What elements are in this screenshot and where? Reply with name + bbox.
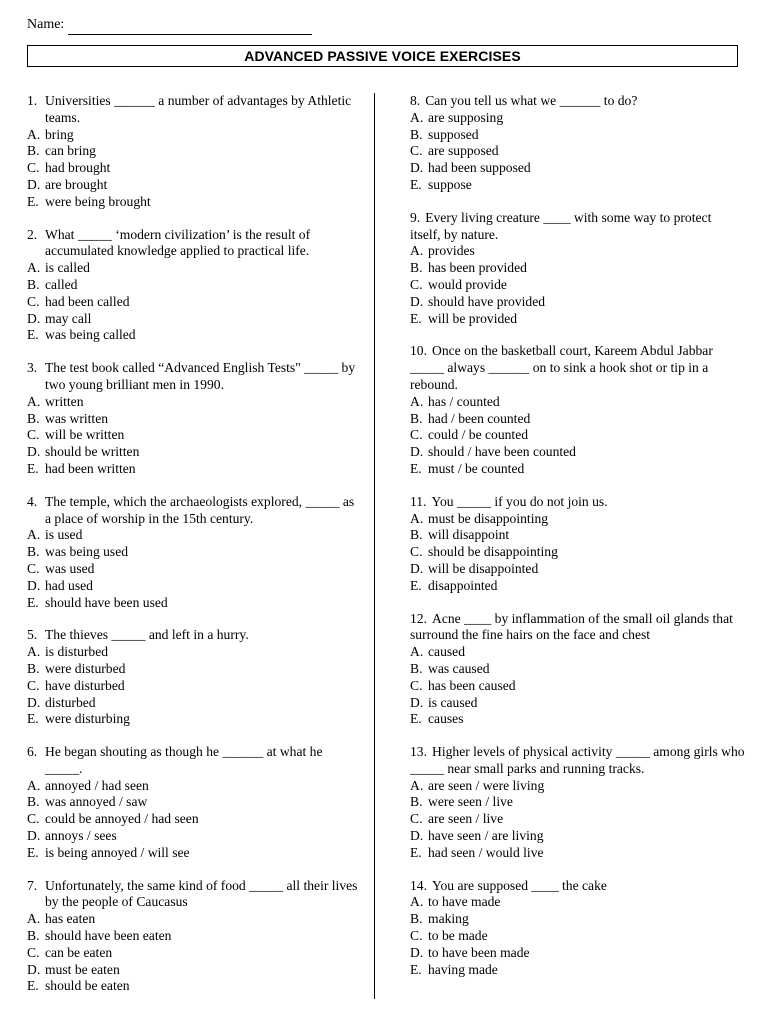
option-letter: A. xyxy=(410,510,424,526)
answer-option[interactable] xyxy=(27,177,362,194)
answer-option[interactable] xyxy=(27,444,362,461)
option-text: causes xyxy=(428,711,464,727)
question-text: What _____ ‘modern civilization’ is the result of accumulated knowledge applied to practical life. xyxy=(45,226,311,259)
option-letter: E. xyxy=(410,961,422,977)
name-label: Name: xyxy=(27,17,65,32)
answer-option[interactable] xyxy=(410,695,745,712)
answer-option[interactable] xyxy=(410,110,745,127)
option-text: has eaten xyxy=(45,911,96,927)
answer-option[interactable] xyxy=(27,911,362,928)
question-1 xyxy=(27,93,362,211)
option-letter: A. xyxy=(27,260,41,276)
answer-option[interactable] xyxy=(27,294,362,311)
question-number: 4. xyxy=(27,493,38,509)
question-2 xyxy=(27,227,362,345)
answer-option[interactable] xyxy=(27,794,362,811)
answer-option[interactable] xyxy=(410,962,745,979)
option-text: have seen / are living xyxy=(428,828,544,844)
option-text: was being used xyxy=(45,544,129,560)
question-number: 5. xyxy=(27,627,38,643)
option-letter: C. xyxy=(410,276,423,292)
option-letter: A. xyxy=(410,243,424,259)
option-text: was caused xyxy=(428,660,490,676)
option-text: annoyed / had seen xyxy=(45,777,149,793)
option-text: provides xyxy=(428,243,475,259)
option-letter: B. xyxy=(410,794,423,810)
question-8 xyxy=(410,93,745,194)
answer-option[interactable] xyxy=(27,962,362,979)
answer-option[interactable] xyxy=(27,678,362,695)
answer-option[interactable] xyxy=(410,711,745,728)
option-text: were being brought xyxy=(45,193,151,209)
option-letter: E. xyxy=(27,193,39,209)
option-letter: A. xyxy=(410,894,424,910)
option-text: will be disappointed xyxy=(428,560,539,576)
answer-option[interactable] xyxy=(27,945,362,962)
answer-option[interactable] xyxy=(27,978,362,995)
option-text: called xyxy=(45,276,78,292)
question-number: 6. xyxy=(27,744,38,760)
option-letter: C. xyxy=(27,560,40,576)
answer-option[interactable] xyxy=(410,143,745,160)
option-text: is being annoyed / will see xyxy=(45,844,190,860)
answer-option[interactable] xyxy=(27,811,362,828)
question-12 xyxy=(410,611,745,729)
option-text: were disturbing xyxy=(45,711,130,727)
option-text: must be eaten xyxy=(45,961,120,977)
option-letter: E. xyxy=(27,327,39,343)
page-title: ADVANCED PASSIVE VOICE EXERCISES xyxy=(244,48,521,64)
option-letter: A. xyxy=(27,911,41,927)
answer-option[interactable] xyxy=(410,911,745,928)
option-letter: A. xyxy=(410,777,424,793)
option-letter: C. xyxy=(410,677,423,693)
answer-option[interactable] xyxy=(27,595,362,612)
option-letter: D. xyxy=(410,694,424,710)
option-letter: A. xyxy=(27,126,41,142)
answer-option[interactable] xyxy=(410,794,745,811)
answer-option[interactable] xyxy=(410,778,745,795)
answer-option[interactable] xyxy=(410,260,745,277)
option-letter: D. xyxy=(27,444,41,460)
question-number: 11. xyxy=(410,493,427,509)
answer-option[interactable] xyxy=(27,143,362,160)
question-3 xyxy=(27,360,362,478)
question-4 xyxy=(27,494,362,612)
option-text: is caused xyxy=(428,694,478,710)
option-text: was written xyxy=(45,410,109,426)
option-letter: C. xyxy=(27,811,40,827)
option-letter: E. xyxy=(410,176,422,192)
answer-option[interactable] xyxy=(27,778,362,795)
option-letter: E. xyxy=(410,844,422,860)
question-text: He began shouting as though he ______ at what he _____. xyxy=(45,744,323,776)
option-letter: E. xyxy=(27,711,39,727)
question-13 xyxy=(410,744,745,862)
answer-option[interactable] xyxy=(27,711,362,728)
answer-option[interactable] xyxy=(410,177,745,194)
answer-option[interactable] xyxy=(410,294,745,311)
answer-option[interactable] xyxy=(410,511,745,528)
answer-option[interactable] xyxy=(27,327,362,344)
option-text: having made xyxy=(428,961,498,977)
option-letter: B. xyxy=(410,260,423,276)
option-letter: A. xyxy=(27,644,41,660)
answer-option[interactable] xyxy=(27,561,362,578)
option-text: are brought xyxy=(45,176,108,192)
answer-option[interactable] xyxy=(410,928,745,945)
question-11 xyxy=(410,494,745,595)
option-text: had been supposed xyxy=(428,160,531,176)
question-text: You are supposed ____ the cake xyxy=(432,877,607,893)
option-text: are seen / were living xyxy=(428,777,545,793)
answer-option[interactable] xyxy=(410,945,745,962)
option-letter: B. xyxy=(410,527,423,543)
option-text: may call xyxy=(45,310,92,326)
option-letter: E. xyxy=(27,460,39,476)
option-letter: E. xyxy=(410,577,422,593)
option-text: suppose xyxy=(428,176,472,192)
question-7 xyxy=(27,878,362,996)
question-stem xyxy=(410,744,745,778)
option-letter: B. xyxy=(410,660,423,676)
option-text: should be disappointing xyxy=(428,544,558,560)
option-letter: D. xyxy=(410,944,424,960)
option-letter: C. xyxy=(410,544,423,560)
question-number: 14. xyxy=(410,877,427,893)
question-text: Unfortunately, the same kind of food _____ all their lives by the people of Caucasus xyxy=(45,877,358,910)
question-stem xyxy=(410,494,745,511)
option-letter: D. xyxy=(410,293,424,309)
answer-option[interactable] xyxy=(27,160,362,177)
option-letter: D. xyxy=(27,176,41,192)
question-stem xyxy=(27,360,362,394)
option-letter: E. xyxy=(410,711,422,727)
option-letter: C. xyxy=(410,143,423,159)
option-text: supposed xyxy=(428,126,479,142)
option-text: could / be counted xyxy=(428,427,529,443)
question-stem xyxy=(27,744,362,778)
option-letter: D. xyxy=(410,560,424,576)
option-letter: B. xyxy=(27,276,40,292)
option-text: is used xyxy=(45,527,83,543)
answer-option[interactable] xyxy=(410,678,745,695)
question-number: 8. xyxy=(410,93,421,108)
option-text: have disturbed xyxy=(45,677,125,693)
option-letter: E. xyxy=(27,978,39,994)
question-stem xyxy=(410,343,745,393)
question-stem xyxy=(410,210,745,244)
option-text: would provide xyxy=(428,276,507,292)
question-text: The temple, which the archaeologists explored, _____ as a place of worship in the 15th century. xyxy=(45,493,355,526)
option-letter: C. xyxy=(27,427,40,443)
answer-option[interactable] xyxy=(27,661,362,678)
answer-option[interactable] xyxy=(27,644,362,661)
option-text: should be written xyxy=(45,444,140,460)
option-text: to be made xyxy=(428,928,488,944)
option-letter: A. xyxy=(27,393,41,409)
option-text: should / have been counted xyxy=(428,444,576,460)
option-text: were disturbed xyxy=(45,660,126,676)
answer-option[interactable] xyxy=(410,394,745,411)
option-letter: D. xyxy=(410,828,424,844)
option-letter: C. xyxy=(27,160,40,176)
question-number: 12. xyxy=(410,610,427,626)
option-text: are supposed xyxy=(428,143,499,159)
option-letter: D. xyxy=(27,828,41,844)
option-text: to have been made xyxy=(428,944,530,960)
option-text: will be provided xyxy=(428,310,518,326)
option-letter: C. xyxy=(410,811,423,827)
answer-option[interactable] xyxy=(410,644,745,661)
answer-option[interactable] xyxy=(27,928,362,945)
question-stem xyxy=(410,878,745,895)
option-text: written xyxy=(45,393,84,409)
option-text: should have provided xyxy=(428,293,546,309)
answer-option[interactable] xyxy=(27,127,362,144)
option-letter: B. xyxy=(27,794,40,810)
option-text: had brought xyxy=(45,160,111,176)
option-letter: B. xyxy=(27,928,40,944)
question-text: Universities ______ a number of advantages by Athletic teams. xyxy=(45,93,352,125)
option-text: was annoyed / saw xyxy=(45,794,148,810)
option-text: is called xyxy=(45,260,90,276)
question-10 xyxy=(410,343,745,477)
option-text: has / counted xyxy=(428,393,500,409)
option-letter: D. xyxy=(27,694,41,710)
column-divider xyxy=(374,93,375,999)
option-letter: D. xyxy=(27,961,41,977)
question-6 xyxy=(27,744,362,862)
answer-option[interactable] xyxy=(410,661,745,678)
option-text: will disappoint xyxy=(428,527,510,543)
option-letter: B. xyxy=(27,544,40,560)
answer-option[interactable] xyxy=(27,194,362,211)
answer-option[interactable] xyxy=(410,243,745,260)
option-letter: C. xyxy=(410,427,423,443)
answer-option[interactable] xyxy=(410,277,745,294)
option-letter: E. xyxy=(27,594,39,610)
option-text: caused xyxy=(428,644,465,660)
question-text: The test book called “Advanced English Tests" _____ by two young brilliant men in 1990. xyxy=(45,360,356,392)
option-text: can bring xyxy=(45,143,96,159)
question-stem xyxy=(27,627,362,644)
option-letter: B. xyxy=(410,911,423,927)
option-text: had been called xyxy=(45,293,130,309)
answer-option[interactable] xyxy=(27,394,362,411)
question-number: 2. xyxy=(27,226,38,242)
answer-option[interactable] xyxy=(27,828,362,845)
option-letter: B. xyxy=(410,410,423,426)
answer-option[interactable] xyxy=(410,160,745,177)
option-text: to have made xyxy=(428,894,501,910)
option-text: had been written xyxy=(45,460,136,476)
option-text: should be eaten xyxy=(45,978,130,994)
option-text: bring xyxy=(45,126,74,142)
option-text: disturbed xyxy=(45,694,96,710)
option-text: will be written xyxy=(45,427,125,443)
answer-option[interactable] xyxy=(410,311,745,328)
answer-option[interactable] xyxy=(410,127,745,144)
title-box xyxy=(27,45,738,67)
answer-option[interactable] xyxy=(27,427,362,444)
answer-option[interactable] xyxy=(410,894,745,911)
answer-option[interactable] xyxy=(27,544,362,561)
option-text: was being called xyxy=(45,327,136,343)
question-stem xyxy=(410,611,745,645)
question-stem xyxy=(410,93,745,110)
option-text: has been provided xyxy=(428,260,527,276)
option-text: had seen / would live xyxy=(428,844,544,860)
option-text: could be annoyed / had seen xyxy=(45,811,199,827)
answer-option[interactable] xyxy=(410,811,745,828)
option-text: annoys / sees xyxy=(45,828,117,844)
answer-option[interactable] xyxy=(410,578,745,595)
answer-option[interactable] xyxy=(27,461,362,478)
option-letter: A. xyxy=(410,644,424,660)
option-text: is disturbed xyxy=(45,644,109,660)
option-text: has been caused xyxy=(428,677,516,693)
answer-option[interactable] xyxy=(410,561,745,578)
question-number: 3. xyxy=(27,360,38,376)
option-letter: C. xyxy=(27,677,40,693)
answer-option[interactable] xyxy=(410,544,745,561)
option-letter: A. xyxy=(410,393,424,409)
answer-option[interactable] xyxy=(27,411,362,428)
question-text: Higher levels of physical activity _____ among girls who _____ near small parks and running tracks. xyxy=(410,744,745,776)
question-number: 10. xyxy=(410,343,427,359)
answer-option[interactable] xyxy=(410,828,745,845)
option-letter: B. xyxy=(27,410,40,426)
option-letter: B. xyxy=(410,126,423,142)
name-blank-line[interactable] xyxy=(68,19,312,35)
option-letter: C. xyxy=(410,928,423,944)
question-stem xyxy=(27,494,362,528)
option-text: making xyxy=(428,911,469,927)
option-text: had / been counted xyxy=(428,410,531,426)
option-letter: C. xyxy=(27,944,40,960)
option-text: must / be counted xyxy=(428,460,525,476)
question-stem xyxy=(27,878,362,912)
question-text: The thieves _____ and left in a hurry. xyxy=(45,627,249,643)
option-letter: D. xyxy=(27,310,41,326)
option-letter: A. xyxy=(27,527,41,543)
answer-option[interactable] xyxy=(27,527,362,544)
option-text: was used xyxy=(45,560,95,576)
answer-option[interactable] xyxy=(27,277,362,294)
question-stem xyxy=(27,227,362,261)
question-number: 7. xyxy=(27,877,38,893)
option-letter: D. xyxy=(27,577,41,593)
option-letter: C. xyxy=(27,293,40,309)
left-column xyxy=(27,93,362,995)
option-text: must be disappointing xyxy=(428,510,549,526)
answer-option[interactable] xyxy=(410,444,745,461)
name-field[interactable] xyxy=(27,15,312,35)
answer-option[interactable] xyxy=(27,845,362,862)
option-letter: B. xyxy=(27,660,40,676)
question-9 xyxy=(410,210,745,328)
question-text: You _____ if you do not join us. xyxy=(431,493,608,509)
answer-option[interactable] xyxy=(410,411,745,428)
option-text: were seen / live xyxy=(428,794,513,810)
question-14 xyxy=(410,878,745,979)
answer-option[interactable] xyxy=(410,527,745,544)
option-text: should have been eaten xyxy=(45,928,172,944)
question-text: Once on the basketball court, Kareem Abdul Jabbar _____ always ______ on to sink a hook shot or tip in a rebound. xyxy=(410,343,713,392)
question-stem xyxy=(27,93,362,127)
option-text: had used xyxy=(45,577,93,593)
answer-option[interactable] xyxy=(410,845,745,862)
question-number: 9. xyxy=(410,209,421,225)
option-letter: A. xyxy=(27,777,41,793)
option-letter: A. xyxy=(410,109,424,125)
option-text: are seen / live xyxy=(428,811,504,827)
question-number: 1. xyxy=(27,93,38,108)
option-text: are supposing xyxy=(428,109,504,125)
answer-option[interactable] xyxy=(27,260,362,277)
option-letter: D. xyxy=(410,444,424,460)
answer-option[interactable] xyxy=(27,578,362,595)
option-letter: D. xyxy=(410,160,424,176)
option-letter: E. xyxy=(410,310,422,326)
option-text: disappointed xyxy=(428,577,498,593)
option-text: can be eaten xyxy=(45,944,113,960)
answer-option[interactable] xyxy=(27,695,362,712)
question-text: Can you tell us what we ______ to do? xyxy=(425,93,638,108)
question-5 xyxy=(27,627,362,728)
option-text: should have been used xyxy=(45,594,168,610)
option-letter: E. xyxy=(410,460,422,476)
question-text: Every living creature ____ with some way to protect itself, by nature. xyxy=(410,209,712,242)
option-letter: B. xyxy=(27,143,40,159)
answer-option[interactable] xyxy=(410,461,745,478)
answer-option[interactable] xyxy=(27,311,362,328)
question-number: 13. xyxy=(410,744,427,760)
right-column xyxy=(410,93,745,978)
answer-option[interactable] xyxy=(410,427,745,444)
question-text: Acne ____ by inflammation of the small oil glands that surround the fine hairs on the face and chest xyxy=(410,610,733,643)
option-letter: E. xyxy=(27,844,39,860)
